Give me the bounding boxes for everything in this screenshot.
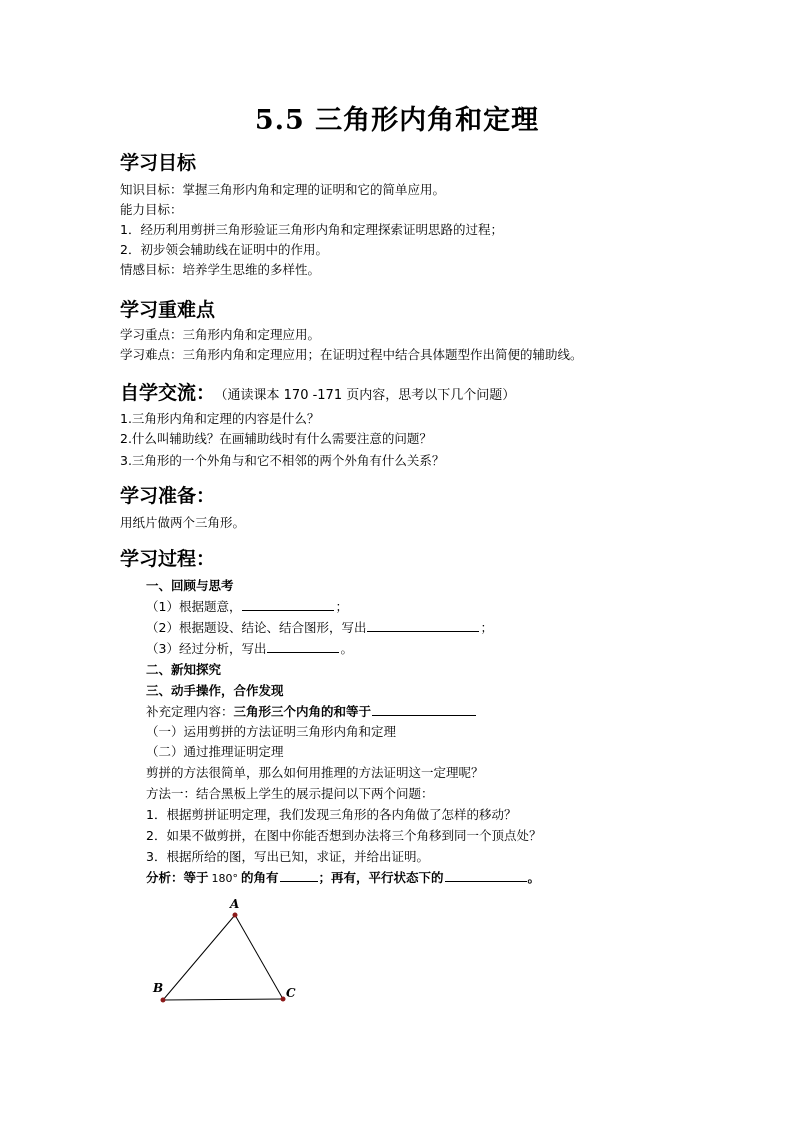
self-study-question: 1.三角形内角和定理的内容是什么？	[120, 411, 320, 426]
objectives-heading: 学习目标	[120, 152, 197, 174]
method-question-3: 3．根据所给的图，写出已知，求证，并给出证明。	[146, 849, 429, 864]
objective-line: 2．初步领会辅助线在证明中的作用。	[120, 242, 328, 257]
method-question-2: 2．如果不做剪拼，在图中你能否想到办法将三个角移到同一个顶点处？	[146, 828, 542, 843]
triangle-abc	[152, 897, 296, 1003]
hands-on-heading: 三、动手操作，合作发现	[146, 683, 284, 698]
new-knowledge-heading: 二、新知探究	[146, 662, 222, 677]
label-b: B	[153, 981, 164, 995]
objective-line: 能力目标：	[120, 202, 183, 217]
question-intro: 剪拼的方法很简单，那么如何用推理的方法证明这一定理呢？	[146, 765, 484, 780]
side-ac	[235, 915, 283, 999]
review-item-2: （2）根据题设、结论、结合图形，写出 ；	[146, 620, 493, 635]
self-study-note: （通读课本 170 -171 页内容，思考以下几个问题）	[221, 388, 516, 403]
method-question-1: 1．根据剪拼证明定理，我们发现三角形的各内角做了怎样的移动？	[146, 807, 517, 822]
point-c	[281, 997, 286, 1002]
process-heading: 学习过程：	[120, 548, 216, 570]
objective-line: 情感目标：培养学生思维的多样性。	[120, 262, 321, 277]
key-points-heading: 学习重难点	[120, 299, 216, 321]
self-study-question: 3.三角形的一个外角与和它不相邻的两个外角有什么关系？	[120, 453, 445, 468]
review-item-3: （3）经过分析，写出 。	[146, 641, 353, 656]
side-ab	[163, 915, 235, 1000]
label-a: A	[230, 897, 240, 911]
key-point-line: 学习难点：三角形内角和定理应用；在证明过程中结合具体题型作出简便的辅助线。	[120, 347, 583, 362]
point-b	[161, 998, 166, 1003]
review-heading: 一、回顾与思考	[146, 578, 234, 593]
prep-heading: 学习准备：	[120, 485, 216, 507]
key-point-line: 学习重点：三角形内角和定理应用。	[120, 327, 321, 342]
analysis-line: 分析：等于 180° 的角有 ；再有，平行状态下的 。	[146, 870, 541, 885]
objective-line: 知识目标：掌握三角形内角和定理的证明和它的简单应用。	[120, 182, 446, 197]
self-study-title: 自学交流：	[120, 382, 216, 404]
objective-line: 1．经历利用剪拼三角形验证三角形内角和定理探索证明思路的过程；	[120, 222, 503, 237]
review-item-1: （1）根据题意， ；	[146, 599, 348, 614]
subsection-1: （一）运用剪拼的方法证明三角形内角和定理	[146, 724, 397, 739]
method-line: 方法一：结合黑板上学生的展示提问以下两个问题：	[146, 786, 434, 801]
point-a	[233, 913, 238, 918]
label-c: C	[286, 986, 296, 1000]
side-bc	[163, 999, 283, 1000]
prep-line: 用纸片做两个三角形。	[120, 515, 246, 530]
page-title: 5.5 三角形内角和定理	[254, 105, 540, 136]
supplement-theorem: 补充定理内容：三角形三个内角的和等于	[146, 702, 477, 722]
self-study-question: 2.什么叫辅助线？在画辅助线时有什么需要注意的问题？	[120, 431, 432, 446]
subsection-2: （二）通过推理证明定理	[146, 744, 284, 759]
